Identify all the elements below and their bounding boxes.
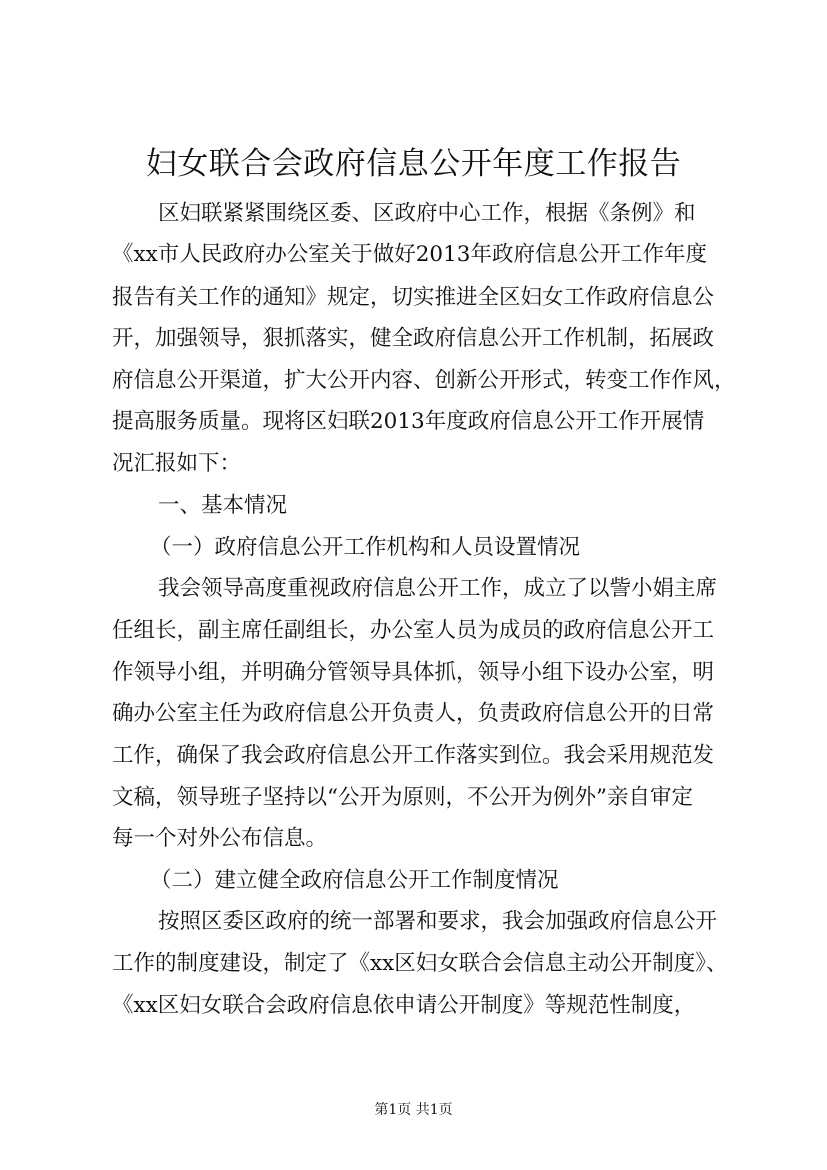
text-line-content: 确办公室主任为政府信息公开负责人，负责政府信息公开的日常 — [112, 701, 715, 726]
text-line-content: 区妇联紧紧围绕区委、区政府中心工作，根据《条例》和 — [158, 201, 696, 226]
subsection-heading-content: （一）政府信息公开工作机构和人员设置情况 — [150, 535, 581, 560]
text-line-content: 提高服务质量。现将区妇联2013年度政府信息公开工作开展情 — [112, 409, 705, 434]
page-footer: 第1页 共1页 — [374, 1102, 453, 1118]
text-line-content: 开，加强领导，狠抓落实，健全政府信息公开工作机制，拓展政 — [112, 326, 715, 351]
text-line-content: 《xx区妇女联合会政府信息依申请公开制度》等规范性制度， — [112, 993, 696, 1018]
text-line-content: 况汇报如下： — [112, 451, 242, 476]
text-line-content: 《xx市人民政府办公室关于做好2013年政府信息公开工作年度 — [112, 242, 707, 267]
text-line-content: 作领导小组，并明确分管领导具体抓，领导小组下设办公室，明 — [112, 660, 715, 685]
text-line-content: 任组长，副主席任副组长，办公室人员为成员的政府信息公开工 — [112, 618, 715, 643]
text-line-content: 文稿，领导班子坚持以“公开为原则，不公开为例外”亲自审定 — [112, 785, 693, 810]
text-line-content: 府信息公开渠道，扩大公开内容、创新公开形式，转变工作作风， — [112, 368, 736, 393]
document-title: 妇女联合会政府信息公开年度工作报告 — [145, 146, 682, 182]
text-line-content: 报告有关工作的通知》规定，切实推进全区妇女工作政府信息公 — [112, 285, 715, 310]
text-line-content: 每一个对外公布信息。 — [112, 826, 328, 851]
text-line-content: 工作，确保了我会政府信息公开工作落实到位。我会采用规范发 — [112, 743, 715, 768]
text-line-content: 工作的制度建设，制定了《xx区妇女联合会信息主动公开制度》、 — [112, 951, 728, 976]
text-line-content: 按照区委区政府的统一部署和要求，我会加强政府信息公开 — [158, 909, 718, 934]
subsection-heading-content: （二）建立健全政府信息公开工作制度情况 — [150, 868, 559, 893]
text-line-content: 我会领导高度重视政府信息公开工作，成立了以訾小娟主席 — [158, 576, 718, 601]
section-heading-content: 一、基本情况 — [158, 493, 288, 518]
